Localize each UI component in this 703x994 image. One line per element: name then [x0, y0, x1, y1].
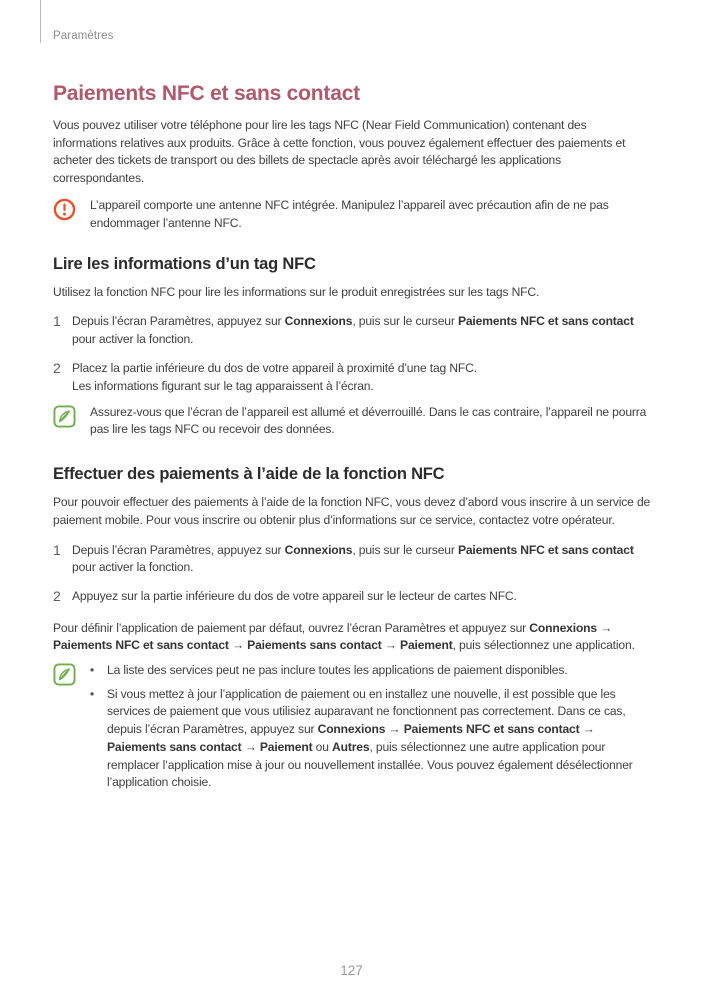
step-item — [53, 542, 653, 577]
section-heading-read-tag: Lire les informations d’un tag NFC — [53, 255, 316, 274]
warning-callout — [53, 197, 653, 232]
note-callout — [53, 662, 653, 792]
step-number: 2 — [53, 360, 61, 377]
page-number: 127 — [340, 963, 363, 978]
note-bullet-item: • Si vous mettez à jour l’application de paiement ou en installez une nouvelle, il est possible que les services de paiement que vous utilisiez auparavant ne fonctionnent pas correctement. Dans ce cas, depuis l’écran Paramètres, appuyez sur Connexions → Paiements NFC et sans contact → Paiements sans contact → Paiement ou Autres, puis sélectionnez une autre application pour remplacer l’application mise à jour ou nouvellement installée. Vous pouvez également désélectionner l’application choisie. — [90, 686, 633, 790]
page-content — [53, 0, 653, 792]
note-bullet-item: • La liste des services peut ne pas inclure toutes les applications de paiement disponibles. — [90, 662, 653, 680]
note-bullet-list — [90, 662, 653, 792]
note-pencil-square-icon — [53, 663, 76, 686]
step-number: 1 — [53, 312, 61, 329]
arrow-glyph: → — [579, 722, 595, 737]
step-number: 1 — [53, 541, 61, 558]
warning-text: L’appareil comporte une antenne NFC intégrée. Manipulez l’appareil avec précaution afin de ne pas endommager l’antenne NFC. — [90, 197, 609, 230]
step-text: Placez la partie inférieure du dos de votre appareil à proximité d’une tag NFC. Les informations figurant sur le tag apparaissent à l’écran. — [72, 360, 653, 395]
arrow-glyph: → — [385, 722, 404, 737]
arrow-glyph: → — [381, 638, 401, 653]
step-text: Appuyez sur la partie inférieure du dos de votre appareil sur le lecteur de cartes NFC. — [72, 588, 517, 603]
step-item — [53, 313, 653, 348]
step-item — [53, 588, 653, 606]
note-callout — [53, 404, 653, 439]
default-app-paragraph: Pour définir l’application de paiement par défaut, ouvrez l’écran Paramètres et appuyez sur Connexions → Paiements NFC et sans contact → Paiements sans contact → Paiement, puis sélectionnez une application. — [53, 620, 635, 653]
note-pencil-square-icon — [53, 405, 76, 428]
bullet-dot: • — [90, 663, 95, 678]
warning-exclamation-circle-icon — [53, 198, 76, 221]
arrow-glyph: → — [241, 739, 260, 754]
note-text: Assurez-vous que l’écran de l’appareil est allumé et déverrouillé. Dans le cas contraire, l’appareil ne pourra pas lire les tags NFC ou recevoir des données. — [90, 404, 647, 437]
step-text: Depuis l’écran Paramètres, appuyez sur Connexions, puis sur le curseur Paiements NFC et sans contact pour activer la fonction. — [72, 313, 634, 346]
intro-paragraph: Vous pouvez utiliser votre téléphone pour lire les tags NFC (Near Field Communication) contenant des informations relatives aux produits. Grâce à cette fonction, vous pouvez également effectuer des paiements et acheter des tickets de transport ou des billets de spectacle après avoir téléchargé les applications correspondantes. — [53, 118, 626, 186]
step-number: 2 — [53, 587, 61, 604]
section-pay-intro: Pour pouvoir effectuer des paiements à l’aide de la fonction NFC, vous devez d’abord vous inscrire à un service de paiement mobile. Pour vous inscrire ou obtenir plus d’informations sur ce service, contactez votre opérateur. — [53, 495, 651, 527]
arrow-glyph: → — [597, 620, 613, 635]
step-text: Depuis l’écran Paramètres, appuyez sur Connexions, puis sur le curseur Paiements NFC et sans contact pour activer la fonction. — [72, 542, 634, 575]
section-read-intro: Utilisez la fonction NFC pour lire les informations sur le produit enregistrées sur les tags NFC. — [53, 285, 540, 300]
section-heading-payments: Effectuer des paiements à l’aide de la fonction NFC — [53, 465, 445, 484]
arrow-glyph: → — [228, 638, 248, 653]
page-title: Paiements NFC et sans contact — [53, 82, 360, 105]
bullet-dot: • — [90, 686, 95, 701]
breadcrumb: Paramètres — [53, 30, 114, 42]
step-subtext: Les informations figurant sur le tag apparaissent à l’écran. — [72, 379, 374, 394]
step-item — [53, 360, 653, 395]
